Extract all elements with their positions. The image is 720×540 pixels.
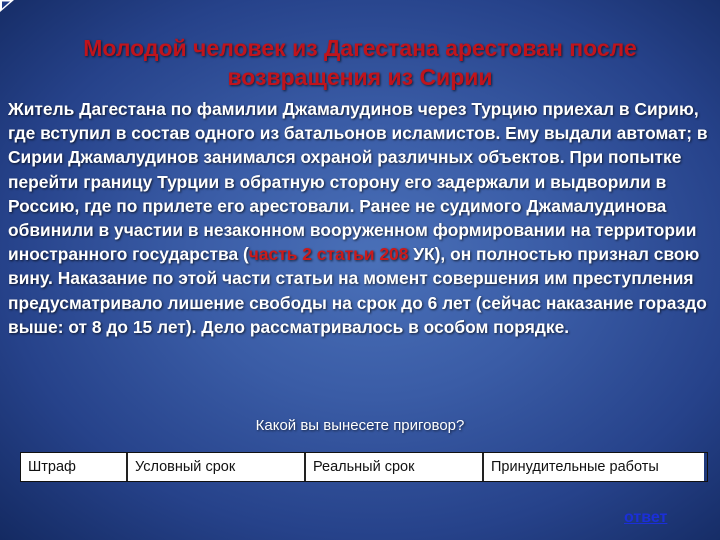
answer-fine-button[interactable]: Штраф [21,453,126,481]
answer-forced-labor-button[interactable]: Принудительные работы [482,453,704,481]
answer-options-row [20,452,708,482]
corner-marker-icon [0,0,14,12]
case-description [8,97,716,339]
answer-real-sentence-button[interactable]: Реальный срок [304,453,482,481]
case-text-part-1: Житель Дагестана по фамилии Джамалудинов через Турцию приехал в Сирию, где вступил в состав одного из батальонов исламистов. Ему выдали автомат; в Сирии Джамалудинов занимался охраной различных объектов. При попытке перейти границу Турции в обратную сторону его задержали и выдворили в Россию, где по прилете его арестовали. Ранее не судимого Джамалудинова обвинили в участии в незаконном вооруженном формировании на территории иностранного государства ( [8,99,708,265]
answer-suspended-sentence-button[interactable]: Условный срок [126,453,304,481]
slide-title: Молодой человек из Дагестана арестован после возвращения из Сирии [83,35,637,90]
verdict-question: Какой вы вынесете приговор? [255,417,465,434]
law-article-highlight: часть 2 статьи 208 [248,244,409,265]
answer-link[interactable]: ответ [624,509,668,526]
case-text-part-2: УК), он полностью признал свою вину. Наказание по этой части статьи на момент совершения им преступления предусматривало лишение свободы на срок до 6 лет (сейчас наказание гораздо выше: от 8 до 15 лет). Дело рассматривалось в особом порядке. [8,244,707,337]
